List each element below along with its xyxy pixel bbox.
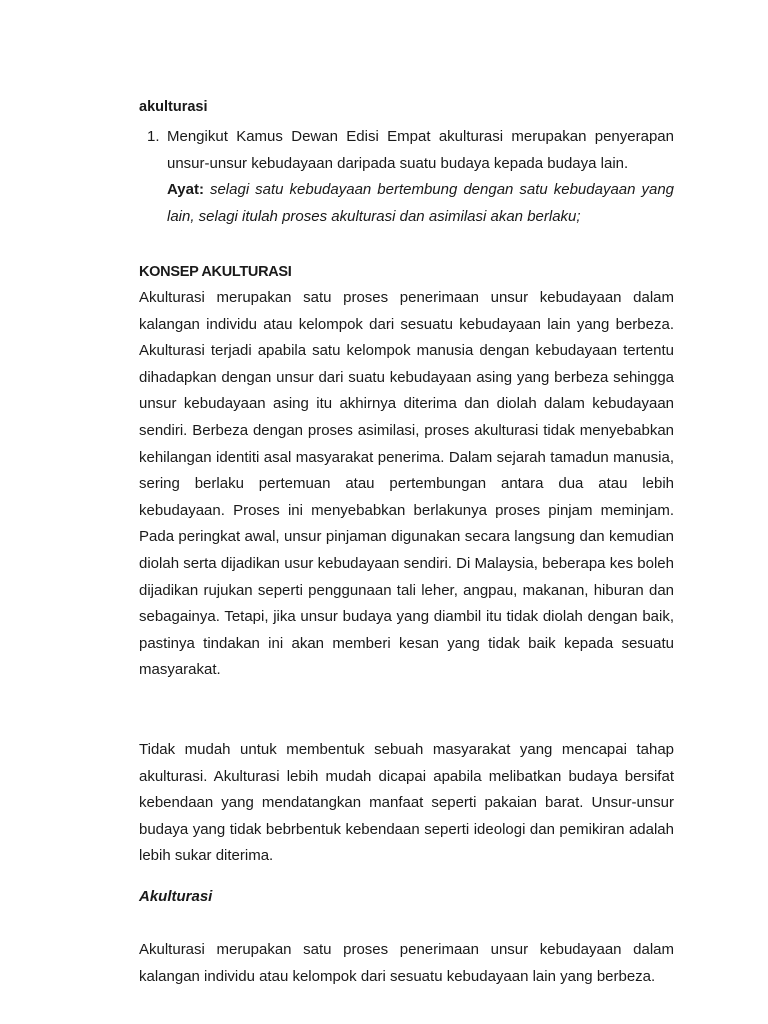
definition-list <box>139 124 674 230</box>
list-number: 1. <box>147 128 160 145</box>
list-item <box>139 124 674 230</box>
definition-text: Mengikut Kamus Dewan Edisi Empat akulturasi merupakan penyerapan unsur-unsur kebudayaan daripada suatu budaya kepada budaya lain. <box>167 128 674 172</box>
italic-heading: Akulturasi <box>139 888 213 905</box>
concept-heading: KONSEP AKULTURASI <box>139 264 292 280</box>
concept-paragraph: Akulturasi merupakan satu proses penerimaan unsur kebudayaan dalam kalangan individu atau kelompok dari sesuatu kebudayaan lain yang berbeza. Akulturasi terjadi apabila satu kelompok manusia dengan kebudayaan tertentu dihadapkan dengan unsur dari suatu kebudayaan asing yang berbeza sehingga unsur kebudayaan asing itu akhirnya diterima dan diolah dalam kebudayaan sendiri. Berbeza dengan proses asimilasi, proses akulturasi tidak menyebabkan kehilangan identiti asal masyarakat penerima. Dalam sejarah tamadun manusia, sering berlaku pertemuan atau pertembungan antara dua atau lebih kebudayaan. Proses ini menyebabkan berlakunya proses pinjam meminjam. Pada peringkat awal, unsur pinjaman digunakan secara langsung dan kemudian diolah serta dijadikan usur kebudayaan sendiri. Di Malaysia, beberapa kes boleh dijadikan rujukan seperti penggunaan tali leher, angpau, makanan, hiburan dan sebagainya. Tetapi, jika unsur budaya yang diambil itu tidak diolah dengan baik, pastinya tindakan ini akan memberi kesan yang tidak baik kepada sesuatu masyarakat. <box>139 289 674 679</box>
third-paragraph: Akulturasi merupakan satu proses penerimaan unsur kebudayaan dalam kalangan individu atau kelompok dari sesuatu kebudayaan lain yang berbeza. <box>139 941 674 985</box>
second-paragraph: Tidak mudah untuk membentuk sebuah masyarakat yang mencapai tahap akulturasi. Akulturasi lebih mudah dicapai apabila melibatkan budaya bersifat kebendaan yang mendatangkan manfaat seperti pakaian barat. Unsur-unsur budaya yang tidak bebrbentuk kebendaan seperti ideologi dan pemikiran adalah lebih sukar diterima. <box>139 741 674 865</box>
example-text: selagi satu kebudayaan bertembung dengan satu kebudayaan yang lain, selagi itulah proses akulturasi dan asimilasi akan berlaku; <box>167 181 674 225</box>
example-label: Ayat: <box>167 181 204 199</box>
document-title: akulturasi <box>139 99 208 115</box>
